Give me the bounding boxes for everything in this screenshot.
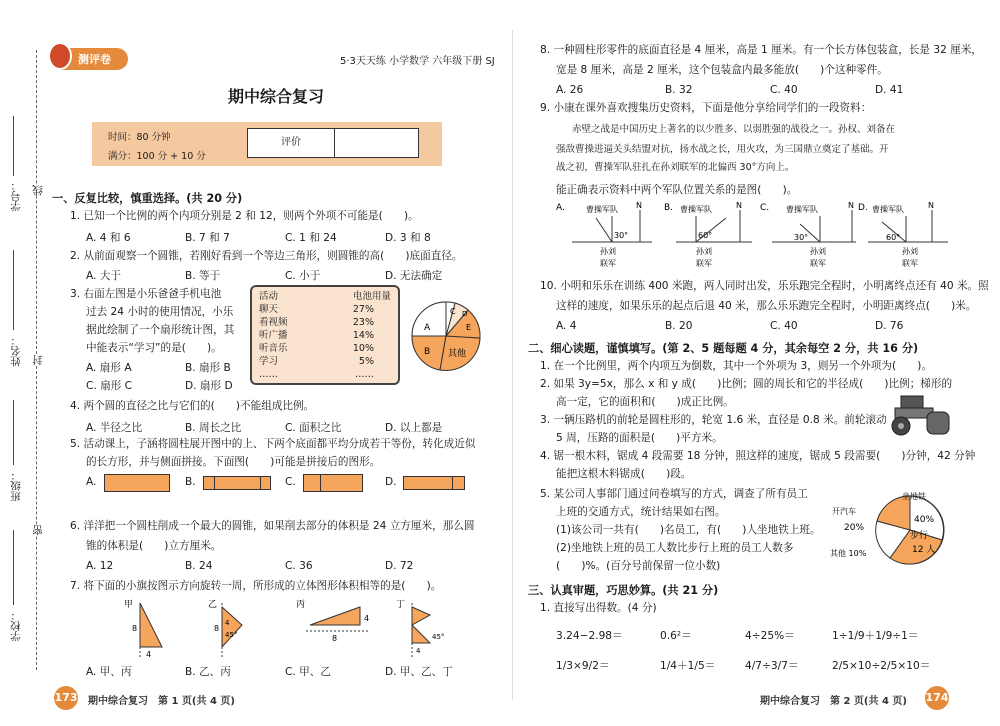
q9-option-c[interactable]: C. xyxy=(760,203,770,213)
q5-shape-c xyxy=(303,474,363,492)
q8-text-1: 8. 一种圆柱形零件的底面直径是 4 厘米，高是 1 厘米。有一个长方体包装盒，长是 32 厘米， xyxy=(540,44,983,56)
mi-mark: 密 xyxy=(32,525,44,536)
q1-option-d[interactable]: D. 3 和 8 xyxy=(385,232,431,244)
pie2-other: 其他 10% xyxy=(830,549,867,558)
q4-option-d[interactable]: D. 以上都是 xyxy=(385,422,443,434)
calc-2[interactable]: 0.6²＝ xyxy=(660,630,692,642)
q7-flags-figure xyxy=(110,595,470,665)
pie-label-other: 其他 xyxy=(448,349,467,359)
s2-q5-text-1: 5. 某公司人事部门通过问卷填写的方式，调查了所有员工 xyxy=(540,488,808,500)
q2-option-d[interactable]: D. 无法确定 xyxy=(385,270,443,282)
calc-5[interactable]: 1/3×9/2＝ xyxy=(556,660,610,672)
info-panel xyxy=(92,122,442,166)
flag-jia-4: 4 xyxy=(146,650,152,659)
time-label: 时间：80 分钟 xyxy=(108,132,171,143)
section-3-title: 三、认真审题，巧思妙算。(共 21 分) xyxy=(528,584,719,597)
q4-option-c[interactable]: C. 面积之比 xyxy=(285,422,342,434)
series-label: 5·3天天练 小学数学 六年级下册 SJ xyxy=(340,56,495,67)
q9d-n: N xyxy=(928,201,934,210)
q9b-cao: 曹操军队 xyxy=(680,205,712,214)
flag-ding-deg: 45° xyxy=(432,633,445,641)
q9-passage-2: 强敌曹操进逼关头结盟对抗，扬水战之长，用火攻，为三国鼎立奠定了基础。开 xyxy=(556,144,889,155)
q10-option-d[interactable]: D. 76 xyxy=(875,320,904,332)
pie-label-c: C xyxy=(450,307,456,316)
q6-text-2: 锥的体积是( )立方厘米。 xyxy=(86,540,222,552)
pie2-walk-n: 12 人 xyxy=(912,545,936,555)
q5-text-1: 5. 活动课上，子涵将圆柱展开图中的上、下两个底面都平均分成若干等份，转化成近似 xyxy=(70,438,476,450)
q5-shape-b xyxy=(203,476,271,490)
q9-option-a[interactable]: A. xyxy=(556,203,565,213)
q8-option-a[interactable]: A. 26 xyxy=(556,84,584,96)
q9a-sun: 孙刘 xyxy=(600,247,616,256)
table-row: 学习 5% xyxy=(259,356,374,367)
q6-option-c[interactable]: C. 36 xyxy=(285,560,313,572)
q7-option-d[interactable]: D. 甲、乙、丁 xyxy=(385,666,453,678)
page-number-left: 173 xyxy=(54,686,78,710)
q3-pie-chart xyxy=(410,300,482,372)
road-roller-icon xyxy=(885,392,951,436)
flag-yi-label: 乙 xyxy=(208,600,218,610)
q9b-n: N xyxy=(736,201,742,210)
q7-option-a[interactable]: A. 甲、丙 xyxy=(86,666,132,678)
q4-text: 4. 两个圆的直径之比与它们的( )不能组成比例。 xyxy=(70,400,315,412)
q9-option-d[interactable]: D. xyxy=(858,203,868,213)
badge xyxy=(52,48,128,70)
school-label: 学校： xyxy=(10,610,22,642)
pie-label-e: E xyxy=(466,323,472,332)
calc-1[interactable]: 3.24−2.98＝ xyxy=(556,630,623,642)
xian-mark: 线 xyxy=(32,185,44,196)
q3-text-2: 过去 24 小时的使用情况，小乐 xyxy=(86,306,234,318)
q9d-cao: 曹操军队 xyxy=(872,205,904,214)
flag-yi-deg: 45° xyxy=(225,631,238,639)
q10-option-b[interactable]: B. 20 xyxy=(665,320,693,332)
q2-text: 2. 从前面观察一个圆锥，若刚好看到一个等边三角形，则圆锥的高( )底面直径。 xyxy=(70,250,463,262)
q10-text-2: 这样的速度，如果乐乐的起点后退 40 米，那么乐乐跑完全程时，小明距离终点( )米。 xyxy=(556,300,977,312)
q9-direction-diagrams xyxy=(556,198,956,274)
q5-option-c[interactable]: C. xyxy=(285,476,296,488)
q9c-deg: 30° xyxy=(794,233,809,242)
s2-q4-text-1: 4. 锯一根木料，锯成 4 段需要 18 分钟，照这样的速度，锯成 5 段需要( )分钟，42 分钟 xyxy=(540,450,976,462)
q9-text: 9. 小康在课外喜欢搜集历史资料，下面是他分享给同学们的一段资料： xyxy=(540,102,872,114)
q9-option-b[interactable]: B. xyxy=(664,203,674,213)
page-title: 期中综合复习 xyxy=(228,87,325,106)
q7-text: 7. 将下面的小旗按图示方向旋转一周，所形成的立体图形体积相等的是( )。 xyxy=(70,580,442,592)
flag-yi-8: 8 xyxy=(214,624,220,633)
q1-option-c[interactable]: C. 1 和 24 xyxy=(285,232,337,244)
q9d-lian: 联军 xyxy=(902,259,918,268)
q2-option-b[interactable]: B. 等于 xyxy=(185,270,221,282)
s2-q5-text-5: ( )%。(百分号前保留一位小数) xyxy=(556,560,721,572)
q8-option-d[interactable]: D. 41 xyxy=(875,84,904,96)
flag-jia-label: 甲 xyxy=(124,600,134,610)
q1-text: 1. 已知一个比例的两个内项分别是 2 和 12，则两个外项不可能是( )。 xyxy=(70,210,419,222)
calc-6[interactable]: 1/4＋1/5＝ xyxy=(660,660,716,672)
q9c-sun: 孙刘 xyxy=(810,247,826,256)
q3-option-a[interactable]: A. 扇形 A xyxy=(86,362,132,374)
q9b-sun: 孙刘 xyxy=(696,247,712,256)
q5-option-d[interactable]: D. xyxy=(385,476,397,488)
badge-label: 测评卷 xyxy=(78,53,111,66)
eval-box[interactable] xyxy=(247,128,419,158)
calc-7[interactable]: 4/7÷3/7＝ xyxy=(745,660,799,672)
student-id-label: 学号： xyxy=(10,180,22,212)
q6-text-1: 6. 洋洋把一个圆柱削成一个最大的圆锥，如果削去部分的体积是 24 立方厘米，那么圆 xyxy=(70,520,475,532)
q2-option-a[interactable]: A. 大于 xyxy=(86,270,121,282)
q9-passage-3: 战之初，曹操军队驻扎在孙刘联军的北偏西 30°方向上。 xyxy=(556,162,795,173)
pie2-car-label: 开汽车 xyxy=(832,507,856,516)
q5-text-2: 的长方形，并与侧面拼接。下面图( )可能是拼接后的图形。 xyxy=(86,456,381,468)
q3-text-3: 据此绘制了一个扇形统计图，其 xyxy=(86,324,235,336)
pie2-walk-label: 步行 xyxy=(910,531,929,541)
s2-q2-text-1: 2. 如果 3y=5x，那么 x 和 y 成( )比例；圆的周长和它的半径成( )比例；梯形的 xyxy=(540,378,953,390)
q3-text-1: 3. 右面左图是小乐爸爸手机电池 xyxy=(70,288,222,300)
s2-q3-text-1: 3. 一辆压路机的前轮是圆柱形的，轮宽 1.6 米，直径是 0.8 米。前轮滚动 xyxy=(540,414,887,426)
flag-ding-4: 4 xyxy=(416,647,421,655)
calc-4[interactable]: 1÷1/9＋1/9÷1＝ xyxy=(832,630,919,642)
footer-right-text: 期中综合复习 第 2 页(共 4 页) xyxy=(760,696,907,707)
q9a-n: N xyxy=(636,201,642,210)
s2-q5-text-4: (2)坐地铁上班的员工人数比步行上班的员工人数多 xyxy=(556,542,794,554)
s2-q3-text-2: 5 周，压路的面积是( )平方米。 xyxy=(556,432,723,444)
name-label: 姓名： xyxy=(10,335,22,367)
q4-option-a[interactable]: A. 半径之比 xyxy=(86,422,143,434)
calc-3[interactable]: 4÷25%＝ xyxy=(745,630,795,642)
q1-option-a[interactable]: A. 4 和 6 xyxy=(86,232,131,244)
q9d-deg: 60° xyxy=(886,233,901,242)
q3-option-b[interactable]: B. 扇形 B xyxy=(185,362,231,374)
q10-text-1: 10. 小明和乐乐在训练 400 米跑，两人同时出发，乐乐跑完全程时，小明离终点还有 40 米。照 xyxy=(540,280,989,292)
section-2-title: 二、细心读题，谨慎填写。(第 2、5 题每题 4 分，其余每空 2 分，共 16 分) xyxy=(528,342,919,355)
section-1-title: 一、反复比较，慎重选择。(共 20 分) xyxy=(52,192,243,205)
flag-bing-4: 4 xyxy=(364,614,370,623)
transport-pie-chart xyxy=(830,490,970,570)
q9c-n: N xyxy=(848,201,854,210)
q8-option-b[interactable]: B. 32 xyxy=(665,84,693,96)
table-row: 聊天 27% xyxy=(259,304,374,315)
pie2-car-pct: 20% xyxy=(844,523,865,533)
flag-jia-8: 8 xyxy=(132,624,138,633)
page-number-right: 174 xyxy=(925,686,949,710)
q9d-sun: 孙刘 xyxy=(902,247,918,256)
q5-shape-d xyxy=(403,476,465,490)
q10-option-a[interactable]: A. 4 xyxy=(556,320,577,332)
q6-option-a[interactable]: A. 12 xyxy=(86,560,114,572)
table-row: 听音乐 10% xyxy=(259,343,374,354)
table-row: …… …… xyxy=(259,369,374,380)
q2-option-c[interactable]: C. 小于 xyxy=(285,270,321,282)
q6-option-b[interactable]: B. 24 xyxy=(185,560,213,572)
s2-q5-text-3: (1)该公司一共有( )名员工，有( )人坐地铁上班。 xyxy=(556,524,821,536)
q10-option-c[interactable]: C. 40 xyxy=(770,320,798,332)
q9a-cao: 曹操军队 xyxy=(586,205,618,214)
flag-bing-8: 8 xyxy=(332,634,338,643)
flag-yi-4: 4 xyxy=(225,619,230,627)
pie-label-a: A xyxy=(424,323,431,333)
feng-mark: 封 xyxy=(32,355,44,366)
s3-q1-text: 1. 直接写出得数。(4 分) xyxy=(540,602,657,614)
s2-q2-text-2: 高一定，它的面积和( )成正比例。 xyxy=(556,396,734,408)
q1-option-b[interactable]: B. 7 和 7 xyxy=(185,232,230,244)
q3-text-4: 中能表示“学习”的是( )。 xyxy=(86,342,222,354)
page-gutter xyxy=(512,30,513,700)
q7-option-b[interactable]: B. 乙、丙 xyxy=(185,666,231,678)
pie-label-d: D xyxy=(462,310,468,318)
flag-ding-label: 丁 xyxy=(396,600,406,610)
battery-table xyxy=(256,290,394,381)
s2-q4-text-2: 能把这根木料锯成( )段。 xyxy=(556,468,692,480)
footer-left-text: 期中综合复习 第 1 页(共 4 页) xyxy=(88,696,235,707)
q9a-deg: 30° xyxy=(614,231,629,240)
eval-label: 评价 xyxy=(248,129,335,157)
q6-option-d[interactable]: D. 72 xyxy=(385,560,414,572)
q7-option-c[interactable]: C. 甲、乙 xyxy=(285,666,331,678)
mascot-icon xyxy=(48,42,72,70)
q8-text-2: 宽是 8 厘米，高是 2 厘米，这个包装盒内最多能放( )个这种零件。 xyxy=(556,64,888,76)
q3-option-d[interactable]: D. 扇形 D xyxy=(185,380,233,392)
q8-option-c[interactable]: C. 40 xyxy=(770,84,798,96)
pie-label-b: B xyxy=(424,347,431,357)
class-label: 班级： xyxy=(10,470,22,502)
pie2-sub-label: 坐地铁 xyxy=(902,492,926,501)
s2-q1-text: 1. 在一个比例里，两个内项互为倒数，其中一个外项为 3，则另一个外项为( )。 xyxy=(540,360,933,372)
battery-usage-panel xyxy=(250,285,400,385)
pie2-sub-pct: 40% xyxy=(914,515,935,525)
q9-passage-1: 赤壁之战是中国历史上著名的以少胜多、以弱胜强的战役之一。孙权、刘备在 xyxy=(572,124,896,135)
q4-option-b[interactable]: B. 周长之比 xyxy=(185,422,242,434)
table-row: 听广播 14% xyxy=(259,330,374,341)
q9-question: 能正确表示资料中两个军队位置关系的是图( )。 xyxy=(556,184,798,196)
calc-8[interactable]: 2/5×10÷2/5×10＝ xyxy=(832,660,931,672)
q5-shape-a xyxy=(104,474,170,492)
q9b-deg: 60° xyxy=(698,231,713,240)
q9a-lian: 联军 xyxy=(600,259,616,268)
table-row: 看视频 23% xyxy=(259,317,374,328)
q9c-cao: 曹操军队 xyxy=(786,205,818,214)
q5-option-a[interactable]: A. xyxy=(86,476,97,488)
q9c-lian: 联军 xyxy=(810,259,826,268)
table-header-row: 活动 电池用量 xyxy=(259,291,391,302)
s2-q5-text-2: 上班的交通方式，统计结果如右图。 xyxy=(556,506,726,518)
q3-option-c[interactable]: C. 扇形 C xyxy=(86,380,133,392)
q9b-lian: 联军 xyxy=(696,259,712,268)
q5-option-b[interactable]: B. xyxy=(185,476,196,488)
flag-bing-label: 丙 xyxy=(296,600,306,610)
score-label: 满分：100 分 + 10 分 xyxy=(108,151,206,162)
